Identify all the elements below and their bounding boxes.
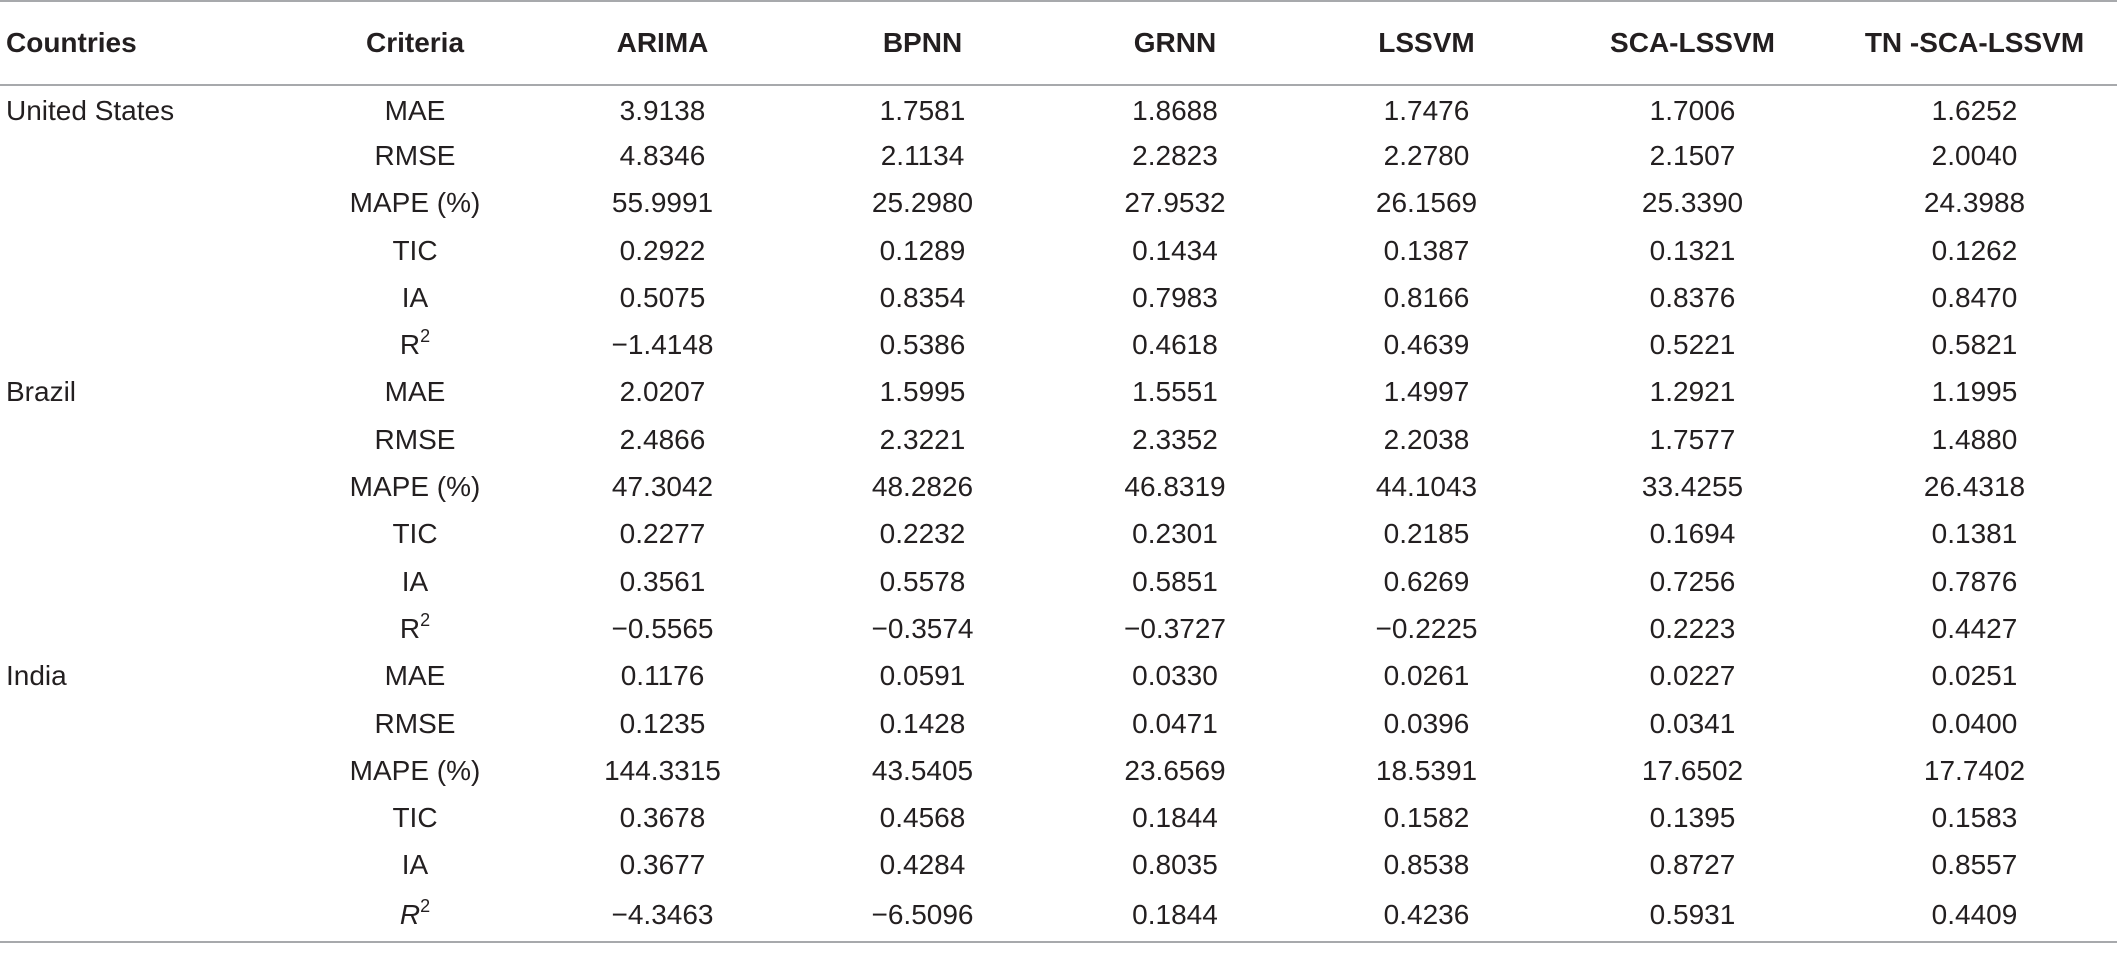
table-row	[0, 180, 2117, 227]
table-row	[0, 842, 2117, 889]
criterion-cell	[300, 321, 530, 368]
value-cell: 1.7476	[1383, 95, 1470, 127]
country-cell	[0, 558, 300, 605]
value-cell: 33.4255	[1641, 471, 1744, 503]
table-row	[0, 889, 2117, 942]
value-cell: 0.4618	[1132, 329, 1218, 361]
value-cell: 44.1043	[1375, 471, 1478, 503]
value-cell: 18.5391	[1375, 754, 1478, 786]
criterion-label: R	[399, 329, 421, 361]
criterion-label: RMSE	[374, 423, 456, 455]
value-cell: 2.3352	[1132, 423, 1218, 455]
table-row	[0, 227, 2117, 274]
country-cell: India	[6, 660, 67, 692]
value-cell: −0.3727	[1124, 612, 1226, 644]
country-cell	[0, 463, 300, 510]
value-cell: 0.1176	[620, 660, 705, 692]
value-cell: 2.3221	[879, 423, 966, 455]
criterion-superscript: 2	[420, 326, 431, 347]
criterion-cell	[300, 132, 530, 179]
value-cell: 0.0471	[1132, 707, 1218, 739]
value-cell: 0.0396	[1383, 707, 1470, 739]
value-cell: 3.9138	[619, 95, 706, 127]
criterion-cell	[300, 700, 530, 747]
value-cell: 0.5221	[1649, 329, 1736, 361]
criterion-label: RMSE	[374, 139, 456, 171]
value-cell: 0.7876	[1931, 565, 2018, 597]
value-cell: 0.2185	[1383, 518, 1470, 550]
value-cell: 47.3042	[611, 471, 714, 503]
criterion-cell	[300, 558, 530, 605]
criterion-label: MAPE (%)	[349, 471, 481, 503]
header-sca-lssvm: SCA-LSSVM	[1553, 1, 1832, 85]
value-cell: 0.5931	[1553, 889, 1832, 942]
value-cell: 0.0251	[1931, 660, 2018, 692]
country-cell: United States	[6, 95, 175, 127]
header-criteria: Criteria	[300, 1, 530, 85]
value-cell: 55.9991	[611, 187, 714, 219]
value-cell: 0.3677	[619, 849, 706, 881]
value-cell: 0.1844	[1050, 889, 1300, 942]
table-row	[0, 274, 2117, 321]
criterion-cell	[300, 653, 530, 700]
value-cell: 0.1235	[619, 707, 706, 739]
table-row	[0, 794, 2117, 841]
value-cell: 2.2823	[1132, 139, 1218, 171]
value-cell: 0.8376	[1649, 281, 1736, 313]
country-cell	[0, 227, 300, 274]
value-cell: 43.5405	[871, 754, 974, 786]
value-cell: 0.2223	[1649, 612, 1736, 644]
criterion-label: TIC	[392, 518, 438, 550]
country-cell	[0, 700, 300, 747]
value-cell: 1.7006	[1649, 95, 1736, 127]
country-cell	[0, 842, 300, 889]
value-cell: 17.6502	[1641, 754, 1744, 786]
value-cell: 0.8538	[1383, 849, 1470, 881]
value-cell: 17.7402	[1923, 754, 2026, 786]
value-cell: 0.0227	[1649, 660, 1736, 692]
table-row	[0, 369, 2117, 416]
criterion-cell	[300, 747, 530, 794]
header-row	[0, 1, 2117, 85]
value-cell: 0.1262	[1931, 234, 2018, 266]
value-cell: −4.3463	[530, 889, 795, 942]
value-cell: 0.4284	[879, 849, 966, 881]
value-cell: 0.1289	[879, 234, 966, 266]
value-cell: 0.1434	[1132, 234, 1218, 266]
value-cell: 0.8035	[1132, 849, 1218, 881]
criterion-label: R	[399, 899, 421, 931]
value-cell: 0.4409	[1832, 889, 2117, 942]
table-row	[0, 85, 2117, 132]
value-cell: 0.1321	[1649, 234, 1736, 266]
value-cell: 0.1387	[1383, 234, 1470, 266]
table-row	[0, 653, 2117, 700]
criterion-cell	[300, 842, 530, 889]
country-cell	[0, 605, 300, 652]
value-cell: 0.4568	[879, 802, 966, 834]
header-countries: Countries	[0, 1, 300, 85]
value-cell: 4.8346	[619, 139, 706, 171]
value-cell: 27.9532	[1124, 187, 1226, 219]
value-cell: 0.8727	[1649, 849, 1736, 881]
value-cell: 1.4880	[1931, 423, 2018, 455]
value-cell: 0.1844	[1132, 802, 1218, 834]
table-body	[0, 85, 2117, 942]
criterion-cell	[300, 416, 530, 463]
value-cell: 0.4236	[1300, 889, 1553, 942]
criterion-cell	[300, 85, 530, 132]
value-cell: 2.0207	[619, 376, 706, 408]
value-cell: 0.1582	[1383, 802, 1470, 834]
country-cell	[0, 180, 300, 227]
value-cell: −1.4148	[611, 329, 714, 361]
value-cell: 24.3988	[1923, 187, 2026, 219]
value-cell: −0.2225	[1375, 612, 1478, 644]
country-cell	[0, 794, 300, 841]
country-cell	[0, 511, 300, 558]
table-row	[0, 132, 2117, 179]
country-cell	[0, 416, 300, 463]
value-cell: 1.4997	[1383, 376, 1470, 408]
criterion-superscript: 2	[420, 896, 431, 917]
table-row	[0, 463, 2117, 510]
criterion-label: MAE	[384, 95, 446, 127]
table-row	[0, 558, 2117, 605]
criterion-label: MAPE (%)	[349, 754, 481, 786]
value-cell: 0.7983	[1132, 281, 1218, 313]
criterion-cell	[300, 794, 530, 841]
criterion-label: IA	[401, 849, 429, 881]
value-cell: 1.8688	[1132, 95, 1218, 127]
value-cell: 2.0040	[1931, 139, 2018, 171]
criterion-cell	[300, 227, 530, 274]
criterion-cell	[300, 605, 530, 652]
criterion-superscript: 2	[420, 609, 431, 630]
value-cell: 0.2301	[1132, 518, 1218, 550]
value-cell: 0.1428	[879, 707, 966, 739]
value-cell: 26.1569	[1375, 187, 1478, 219]
criterion-cell	[300, 463, 530, 510]
value-cell: 0.0591	[879, 660, 966, 692]
value-cell: 0.2232	[879, 518, 966, 550]
criterion-label: IA	[401, 281, 429, 313]
criterion-cell	[300, 511, 530, 558]
value-cell: 0.5578	[879, 565, 966, 597]
value-cell: 25.3390	[1641, 187, 1744, 219]
value-cell: 0.8354	[879, 281, 966, 313]
value-cell: 25.2980	[871, 187, 974, 219]
header-tn-sca-lssvm: TN -SCA-LSSVM	[1832, 1, 2117, 85]
value-cell: 0.6269	[1383, 565, 1470, 597]
value-cell: 0.2922	[619, 234, 706, 266]
country-cell: Brazil	[6, 376, 77, 408]
country-cell	[0, 132, 300, 179]
value-cell: 0.1694	[1649, 518, 1736, 550]
value-cell: 0.0400	[1931, 707, 2018, 739]
value-cell: 0.5386	[879, 329, 966, 361]
criterion-cell	[300, 180, 530, 227]
value-cell: 0.3561	[619, 565, 706, 597]
criterion-cell	[300, 369, 530, 416]
value-cell: 1.5995	[879, 376, 966, 408]
criterion-cell	[300, 889, 530, 942]
table-header	[0, 1, 2117, 85]
criterion-label: MAE	[384, 376, 446, 408]
value-cell: 2.2780	[1383, 139, 1470, 171]
value-cell: 2.1134	[880, 139, 965, 171]
value-cell: 0.8166	[1383, 281, 1470, 313]
table-row	[0, 416, 2117, 463]
value-cell: −6.5096	[795, 889, 1050, 942]
value-cell: 0.1583	[1931, 802, 2018, 834]
value-cell: 23.6569	[1124, 754, 1226, 786]
value-cell: 2.2038	[1383, 423, 1470, 455]
value-cell: 144.3315	[604, 754, 721, 786]
criterion-cell	[300, 274, 530, 321]
value-cell: 1.6252	[1931, 95, 2018, 127]
criterion-label: RMSE	[374, 707, 456, 739]
criterion-label: IA	[401, 565, 429, 597]
value-cell: 0.5075	[619, 281, 706, 313]
value-cell: 0.1395	[1649, 802, 1736, 834]
table-row	[0, 511, 2117, 558]
criterion-label: MAPE (%)	[349, 187, 481, 219]
table-row	[0, 605, 2117, 652]
value-cell: 1.7577	[1649, 423, 1736, 455]
value-cell: 0.3678	[619, 802, 706, 834]
country-cell	[0, 889, 300, 942]
criterion-label: R	[399, 612, 421, 644]
value-cell: 46.8319	[1124, 471, 1226, 503]
criterion-label: TIC	[392, 802, 438, 834]
value-cell: 0.5821	[1931, 329, 2018, 361]
value-cell: −0.5565	[611, 612, 714, 644]
value-cell: 0.0341	[1649, 707, 1736, 739]
value-cell: 2.4866	[619, 423, 706, 455]
value-cell: 48.2826	[871, 471, 974, 503]
value-cell: 0.0330	[1132, 660, 1218, 692]
value-cell: 0.1381	[1931, 518, 2018, 550]
country-cell	[0, 747, 300, 794]
value-cell: 0.7256	[1649, 565, 1736, 597]
header-arima: ARIMA	[530, 1, 795, 85]
table-row	[0, 321, 2117, 368]
table-row	[0, 700, 2117, 747]
value-cell: 1.5551	[1132, 376, 1218, 408]
value-cell: 2.1507	[1649, 139, 1736, 171]
criterion-label: TIC	[392, 234, 438, 266]
value-cell: 0.4427	[1931, 612, 2018, 644]
value-cell: 0.4639	[1383, 329, 1470, 361]
value-cell: 1.2921	[1649, 376, 1736, 408]
value-cell: 1.7581	[879, 95, 966, 127]
criterion-label: MAE	[384, 660, 446, 692]
value-cell: 1.1995	[1931, 376, 2018, 408]
header-bpnn: BPNN	[795, 1, 1050, 85]
value-cell: 0.5851	[1132, 565, 1218, 597]
header-grnn: GRNN	[1050, 1, 1300, 85]
value-cell: 26.4318	[1923, 471, 2026, 503]
value-cell: 0.8557	[1931, 849, 2018, 881]
country-cell	[0, 321, 300, 368]
country-cell	[0, 274, 300, 321]
value-cell: 0.2277	[619, 518, 706, 550]
value-cell: 0.0261	[1383, 660, 1470, 692]
value-cell: 0.8470	[1931, 281, 2018, 313]
header-lssvm: LSSVM	[1300, 1, 1553, 85]
table-row	[0, 747, 2117, 794]
value-cell: −0.3574	[871, 612, 974, 644]
